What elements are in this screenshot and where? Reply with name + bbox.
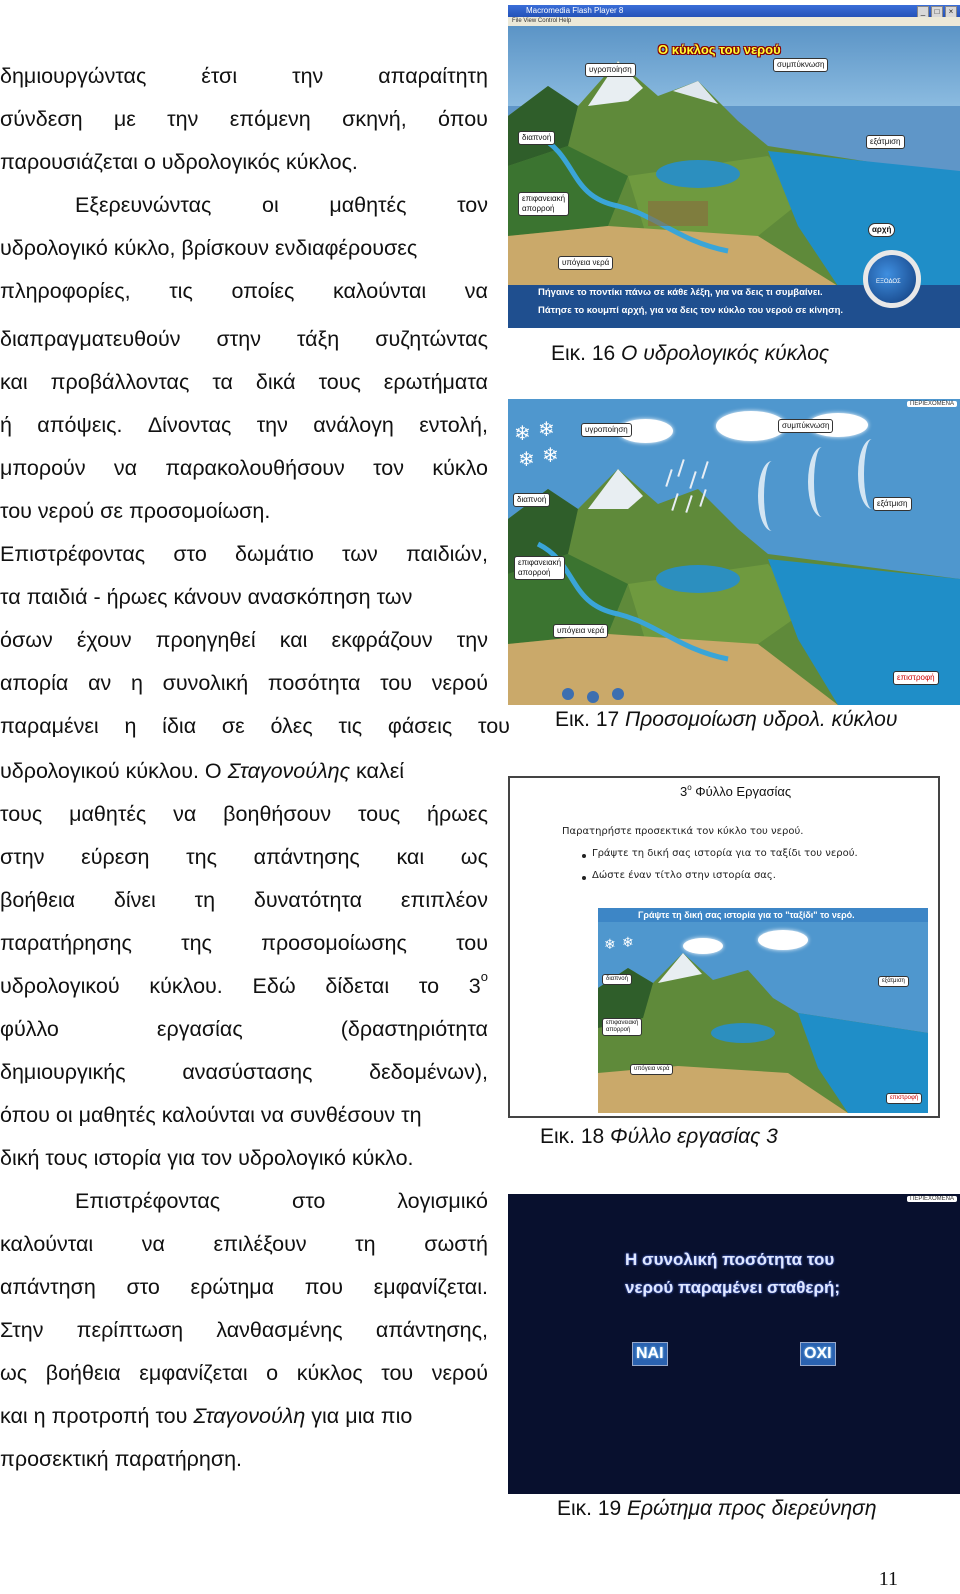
word: το	[418, 974, 440, 998]
label-groundwater[interactable]: υπόγεια νερά	[630, 1064, 673, 1075]
word: δίδεται	[325, 974, 390, 998]
label-condensation[interactable]: συμπύκνωση	[778, 419, 833, 433]
word: δίνει	[113, 888, 156, 912]
text-line	[0, 1352, 488, 1395]
text-line	[0, 1180, 488, 1223]
word: εκφράζουν	[331, 628, 433, 652]
cloud-icon	[716, 411, 786, 441]
snowflake-icon: ❄	[542, 445, 559, 467]
yes-button[interactable]: ΝΑΙ	[632, 1342, 668, 1366]
word: στο	[126, 1275, 160, 1299]
word: τους	[318, 370, 361, 394]
landscape-illustration	[598, 948, 928, 1113]
exit-label: ΕΞΟΔΟΣ	[876, 279, 901, 285]
text-line	[0, 55, 488, 98]
word: ποσότητα	[267, 671, 361, 695]
caption-fig16: Εικ. 16 Ο υδρολογικός κύκλος	[551, 342, 830, 365]
word: εντολή,	[419, 413, 488, 437]
word: δυνατότητα	[253, 888, 363, 912]
word: Δίνοντας	[147, 413, 232, 437]
word: εμφανίζεται.	[373, 1275, 488, 1299]
contents-tag[interactable]: ΠΕΡΙΕΧΟΜΕΝΑ	[907, 401, 957, 407]
caption-fig18: Εικ. 18 Φύλλο εργασίας 3	[540, 1125, 778, 1148]
contents-tag[interactable]: ΠΕΡΙΕΧΟΜΕΝΑ	[907, 1196, 957, 1202]
word: βοήθεια	[45, 1361, 121, 1385]
word: τη	[355, 1232, 376, 1256]
text-line: υδρολογικό κύκλο, βρίσκουν ενδιαφέρουσες	[0, 236, 418, 260]
cloud-icon	[758, 930, 808, 950]
word: σωστή	[424, 1232, 488, 1256]
label-condensation-word[interactable]: υγροποίηση	[581, 423, 632, 437]
word: οποίες	[231, 279, 295, 303]
word: και	[0, 370, 28, 394]
word: δικά	[255, 370, 296, 394]
word: απαραίτητη	[378, 64, 488, 88]
word: την	[292, 64, 324, 88]
snowflake-icon: ❄	[514, 423, 531, 445]
text-line	[0, 1008, 488, 1051]
word: που	[304, 1275, 343, 1299]
label-surface-runoff[interactable]: επιφανειακή απορροή	[518, 192, 569, 216]
word: όπου	[438, 107, 488, 131]
word: μαθητές	[329, 193, 407, 217]
word: ανασύστασης	[182, 1060, 313, 1084]
word: ως	[0, 1361, 28, 1385]
label-groundwater[interactable]: υπόγεια νερά	[558, 256, 613, 270]
word: νερού	[431, 671, 488, 695]
word: επιπλέον	[400, 888, 488, 912]
word: ανάλογη	[313, 413, 394, 437]
word: εύρεση	[81, 845, 150, 869]
text-line	[0, 705, 510, 748]
worksheet-bullet: Γράψτε τη δική σας ιστορία για το ταξίδι του νερού.	[592, 848, 858, 859]
label-evaporation[interactable]: εξάτμιση	[873, 497, 912, 511]
caption-fig19: Εικ. 19 Ερώτημα προς διερεύνηση	[557, 1497, 877, 1520]
word: νερού	[431, 1361, 488, 1385]
text-line	[0, 404, 488, 447]
word: δημιουργικής	[0, 1060, 126, 1084]
text-line	[0, 318, 488, 361]
word: της	[181, 931, 212, 955]
word: όλες	[270, 714, 313, 738]
body-text-column	[0, 750, 488, 1481]
word: να	[464, 279, 488, 303]
word: εμφανίζεται	[139, 1361, 248, 1385]
word: καλούνται	[0, 1232, 94, 1256]
word: Εδώ	[252, 974, 296, 998]
text-line	[0, 836, 488, 879]
word: την	[167, 107, 199, 131]
word: παρακολουθήσουν	[165, 456, 345, 480]
word: προβάλλοντας	[50, 370, 190, 394]
text-line	[0, 1266, 488, 1309]
text-line: παρουσιάζεται ο υδρολογικός κύκλος.	[0, 150, 358, 174]
word: του	[381, 1361, 414, 1385]
bullet-icon	[582, 854, 586, 858]
window-menubar[interactable]: File View Control Help	[508, 17, 960, 26]
label-condensation-word[interactable]: υγροποίηση	[585, 63, 636, 77]
text-line: τα παιδιά - ήρωες κάνουν ανασκόπηση των	[0, 585, 413, 609]
text-line	[0, 447, 488, 490]
word: σκηνή,	[342, 107, 407, 131]
word: λανθασμένης	[216, 1318, 343, 1342]
word: τους	[357, 802, 401, 826]
maximize-icon[interactable]: □	[931, 6, 943, 18]
text-line	[0, 98, 488, 141]
word: σύνδεση	[0, 107, 83, 131]
word: φάσεις	[387, 714, 453, 738]
word: βοηθήσουν	[223, 802, 332, 826]
word: (δραστηριότητα	[340, 1017, 488, 1041]
bullet-icon	[582, 876, 586, 880]
word: βοήθεια	[0, 888, 76, 912]
character-name: Σταγονούλη	[193, 1404, 306, 1428]
word: επιλέξουν	[213, 1232, 307, 1256]
word: επόμενη	[229, 107, 311, 131]
word: αν	[88, 671, 112, 695]
word: μπορούν	[0, 456, 86, 480]
worksheet-title: $3^o$ Φύλλο Εργασίας	[680, 783, 792, 799]
word: τον	[457, 193, 488, 217]
word: ερωτήματα	[383, 370, 488, 394]
word: πληροφορίες,	[0, 279, 131, 303]
label-surface-runoff[interactable]: επιφανειακή απορροή	[514, 556, 565, 580]
word: υδρολογικού	[0, 974, 120, 998]
body-text-column	[0, 55, 488, 313]
text-line	[0, 184, 488, 227]
label-condensation[interactable]: συμπύκνωση	[773, 58, 828, 72]
text-line	[0, 793, 488, 836]
word: συζητώντας	[375, 327, 488, 351]
evaporation-steam	[808, 447, 836, 517]
word: σε	[221, 714, 245, 738]
text-line	[0, 270, 488, 313]
window-title: Macromedia Flash Player 8	[526, 6, 624, 15]
return-button[interactable]: επιστροφή	[886, 1093, 922, 1104]
word: μαθητές	[69, 802, 147, 826]
text-line: όπου οι μαθητές καλούνται να συνθέσουν τη	[0, 1103, 422, 1127]
word: δημιουργώντας	[0, 64, 147, 88]
word: να	[173, 802, 197, 826]
label-evaporation[interactable]: εξάτμιση	[878, 976, 909, 987]
word: καλούνται	[332, 279, 427, 303]
word: ερώτημα	[190, 1275, 275, 1299]
word: με	[113, 107, 136, 131]
page-number: 11	[878, 1568, 898, 1590]
word: Επιστρέφοντας	[0, 542, 146, 566]
word: την	[256, 413, 288, 437]
word: στην	[0, 845, 45, 869]
word: κύκλος	[296, 1361, 363, 1385]
label-transpiration[interactable]: διαπνοή	[602, 974, 632, 985]
word: και	[279, 628, 308, 652]
word: εργασίας	[156, 1017, 243, 1041]
word: του	[478, 714, 510, 738]
word: φύλλο	[0, 1017, 59, 1041]
word: των	[342, 542, 378, 566]
word: στο	[173, 542, 207, 566]
word: της	[186, 845, 217, 869]
caption-fig17: Εικ. 17 Προσομοίωση υδρολ. κύκλου	[555, 708, 898, 731]
word: τις	[169, 279, 193, 303]
word: κύκλο	[432, 456, 488, 480]
worksheet-image	[598, 908, 928, 1113]
word: κύκλου.	[149, 974, 223, 998]
text-line: υδρολογικού κύκλου. Ο Σταγονούλης καλεί	[0, 759, 405, 783]
label-surface-runoff[interactable]: επιφανειακή απορροή	[602, 1018, 642, 1036]
word: Στην	[0, 1318, 44, 1342]
text-line: προσεκτική παρατήρηση.	[0, 1447, 243, 1471]
text-line: δική τους ιστορία για τον υδρολογικό κύκλο.	[0, 1146, 414, 1170]
text-line	[0, 965, 488, 1008]
word: ο	[266, 1361, 279, 1385]
word: ήρωες	[427, 802, 488, 826]
instruction-line: Πήγαινε το ποντίκι πάνω σε κάθε λέξη, για να δεις τι συμβαίνει.	[538, 287, 823, 298]
figure-worksheet	[508, 776, 940, 1118]
word: Εξερευνώντας	[75, 193, 212, 217]
word: τα	[212, 370, 233, 394]
instruction-line: Πάτησε το κουμπί αρχή, για να δεις τον κύκλο του νερού σε κίνηση.	[538, 305, 844, 316]
worksheet-banner: Γράψτε τη δική σας ιστορία για το "ταξίδι" το νερό.	[598, 908, 928, 922]
word: την	[456, 628, 488, 652]
word: τον	[373, 456, 405, 480]
evaporation-steam	[758, 461, 786, 531]
word: του	[380, 671, 412, 695]
word: περίπτωση	[76, 1318, 184, 1342]
word: δωμάτιο	[235, 542, 314, 566]
label-groundwater[interactable]: υπόγεια νερά	[553, 624, 608, 638]
start-button[interactable]: αρχή	[868, 223, 895, 237]
word: στο	[291, 1189, 326, 1213]
word: να	[113, 456, 138, 480]
text-line	[0, 662, 488, 705]
figure-title: Ο κύκλος του νερού	[658, 42, 781, 57]
question-line: Η συνολική ποσότητα του	[625, 1250, 835, 1269]
word: δεδομένων),	[369, 1060, 488, 1084]
word: Επιστρέφοντας	[75, 1189, 221, 1213]
text-line	[0, 879, 488, 922]
word: απάντηση	[0, 1275, 96, 1299]
no-button[interactable]: ΟΧΙ	[800, 1342, 836, 1366]
text-line	[0, 922, 488, 965]
worksheet-intro: Παρατηρήστε προσεκτικά τον κύκλο του νερού.	[562, 826, 804, 837]
word: ή	[0, 413, 12, 437]
word: παρατήρησης	[0, 931, 132, 955]
word: και	[396, 845, 425, 869]
word: η	[124, 714, 137, 738]
word: ως	[460, 845, 488, 869]
word: λογισμικό	[397, 1189, 488, 1213]
word: τάξη	[296, 327, 340, 351]
text-line: του νερού σε προσομοίωση.	[0, 499, 271, 523]
snowflake-icon: ❄	[518, 449, 535, 471]
text-line: και η προτροπή του Σταγονούλη για μια πιο	[0, 1404, 413, 1428]
character-name: Σταγονούλης	[227, 759, 351, 783]
figure-water-cycle	[508, 5, 960, 328]
word: στην	[216, 327, 261, 351]
return-button[interactable]: επιστροφή	[893, 671, 939, 685]
label-transpiration[interactable]: διαπνοή	[513, 493, 550, 507]
body-text-column	[0, 318, 510, 748]
word: παιδιών,	[405, 542, 488, 566]
word: απορία	[0, 671, 69, 695]
word: η	[130, 671, 143, 695]
text-line	[0, 1051, 488, 1094]
word: να	[141, 1232, 165, 1256]
snowflake-icon: ❄	[622, 934, 634, 950]
word: οι	[261, 193, 279, 217]
text-line	[0, 619, 488, 662]
word: όσων	[0, 628, 53, 652]
word: έτσι	[201, 64, 238, 88]
word: ίδια	[162, 714, 197, 738]
worksheet-bullet: Δώστε έναν τίτλο στην ιστορία σας.	[592, 870, 776, 881]
word: έχουν	[76, 628, 132, 652]
word: απάντησης	[253, 845, 360, 869]
landscape-illustration	[508, 459, 960, 705]
word: τους	[0, 802, 43, 826]
word: προηγηθεί	[155, 628, 256, 652]
word: $3^o$	[468, 969, 488, 998]
window-titlebar	[508, 5, 960, 17]
snowflake-icon: ❄	[538, 419, 555, 441]
text-line	[0, 361, 488, 404]
close-icon[interactable]: ×	[945, 6, 957, 18]
label-evaporation[interactable]: εξάτμιση	[866, 135, 905, 149]
word: απόψεις.	[37, 413, 123, 437]
figure-question	[508, 1194, 960, 1494]
word: του	[456, 931, 488, 955]
word: τις	[338, 714, 363, 738]
word: τη	[194, 888, 216, 912]
word: απάντησης,	[375, 1318, 488, 1342]
label-transpiration[interactable]: διαπνοή	[518, 131, 555, 145]
word: παραμένει	[0, 714, 99, 738]
text-line	[0, 533, 488, 576]
text-line	[0, 1309, 488, 1352]
question-line: νερού παραμένει σταθερή;	[625, 1278, 841, 1297]
minimize-icon[interactable]: _	[917, 6, 929, 18]
cloud-icon	[683, 938, 723, 954]
text-line	[0, 1223, 488, 1266]
word: συνολική	[162, 671, 249, 695]
word: διαπραγματευθούν	[0, 327, 181, 351]
landscape-illustration	[508, 26, 960, 286]
figure-water-cycle-simulation	[508, 399, 960, 705]
word: προσομοίωσης	[261, 931, 407, 955]
snowflake-icon: ❄	[604, 936, 616, 952]
